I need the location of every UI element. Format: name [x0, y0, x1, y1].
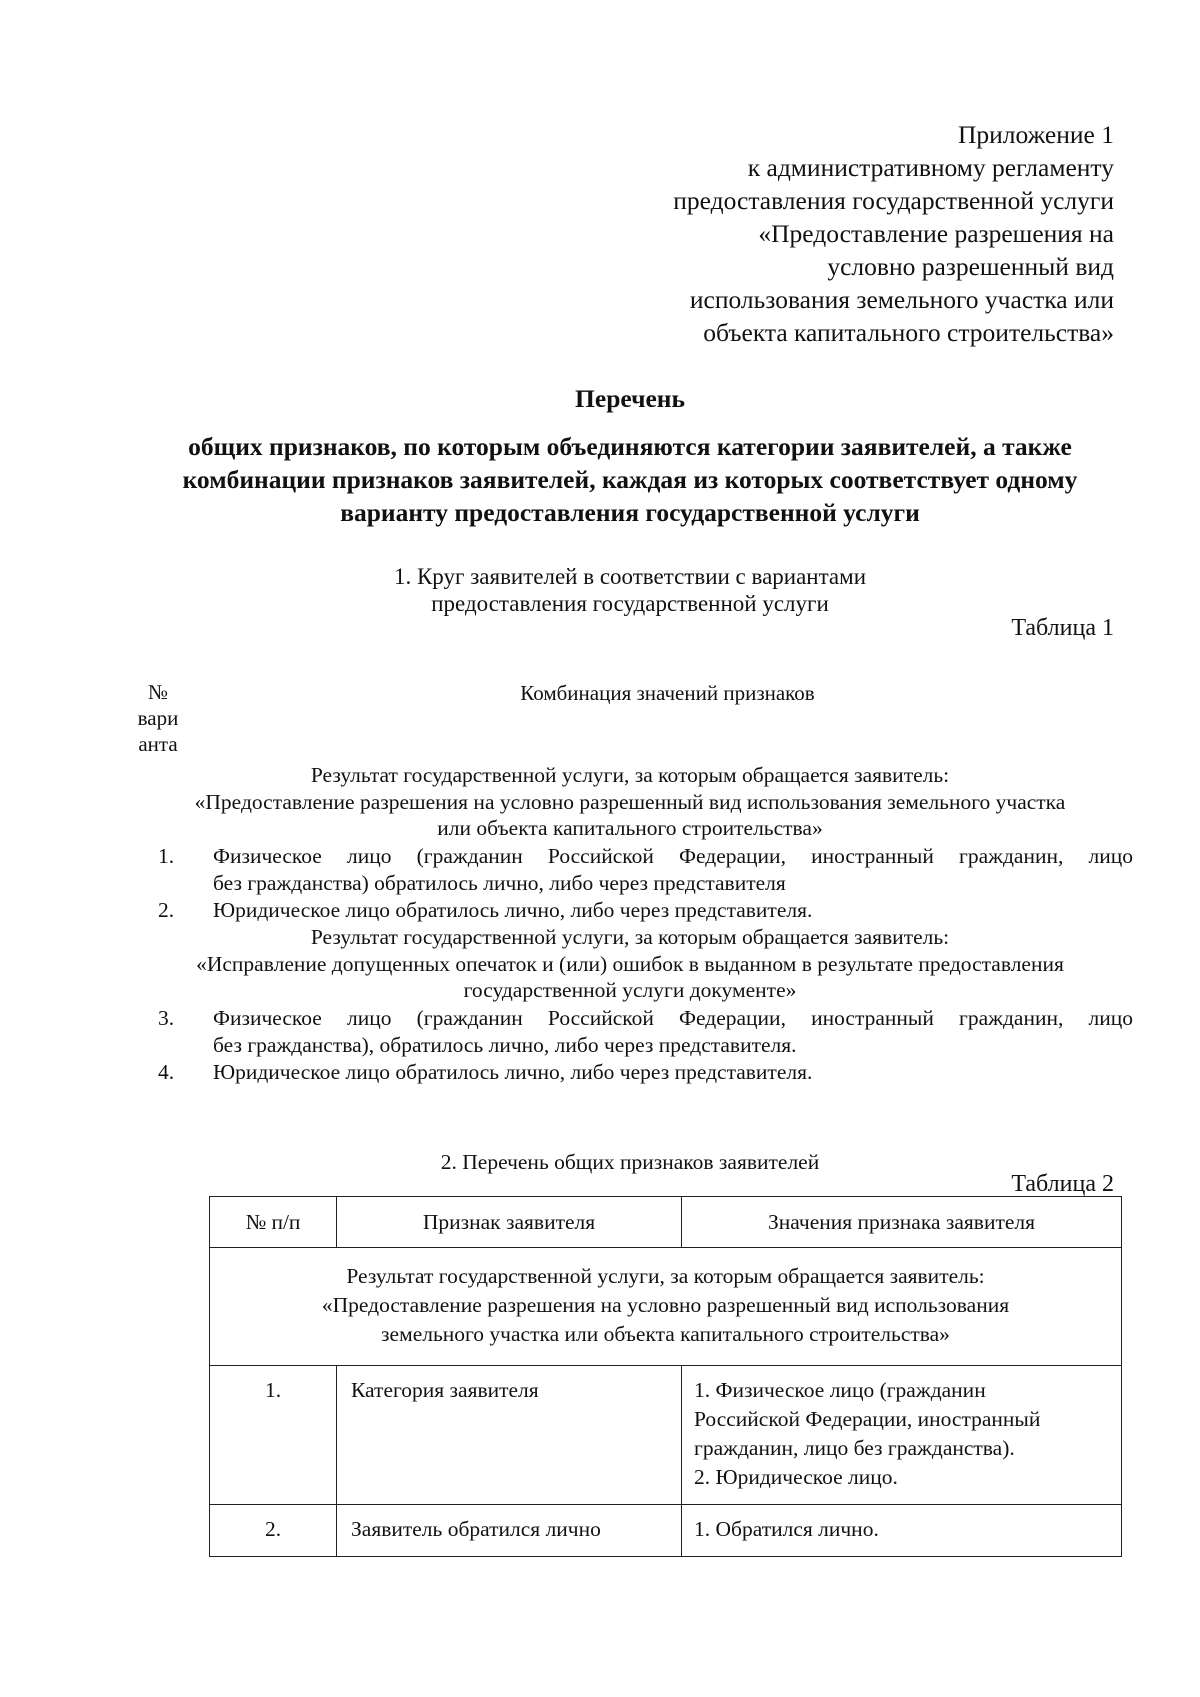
variant-text-line: Юридическое лицо обратилось лично, либо через представителя.	[213, 898, 813, 922]
result-line: государственной услуги документе»	[463, 978, 797, 1002]
variant-number: 4.	[157, 1060, 175, 1084]
section-1-line: 1. Круг заявителей в соответствии с вариантами	[393, 564, 867, 589]
result-line: или объекта капитального строительства»	[437, 816, 823, 840]
table-1-result-group	[128, 762, 1132, 842]
result-line: «Исправление допущенных опечаток и (или) ошибок в выданном в результате предоставления	[196, 951, 1064, 976]
appendix-line: «Предоставление разрешения на	[758, 219, 1114, 248]
value-line: 2. Юридическое лицо.	[694, 1465, 898, 1489]
variant-number: 1.	[157, 844, 175, 868]
value-line: гражданин, лицо без гражданства).	[694, 1436, 1015, 1460]
value-line: Российской Федерации, иностранный	[694, 1407, 1041, 1431]
document-subtitle	[128, 430, 1132, 529]
result-line: земельного участка или объекта капитального строительства»	[381, 1322, 950, 1346]
variant-header-line: анта	[138, 732, 178, 756]
variant-text-line: Физическое лицо (гражданин Российской Федерации, иностранный гражданин, лицо	[213, 844, 1133, 868]
section-1-heading	[0, 563, 1200, 617]
appendix-line: использования земельного участка или	[689, 285, 1114, 314]
result-line: «Предоставление разрешения на условно разрешенный вид использования земельного участка	[194, 789, 1066, 814]
variant-text-line: Физическое лицо (гражданин Российской Федерации, иностранный гражданин, лицо	[213, 1006, 1133, 1030]
table-row	[210, 1505, 1122, 1557]
subtitle-line: варианту предоставления государственной услуги	[340, 498, 920, 527]
table-2	[209, 1196, 1122, 1557]
result-line: Результат государственной услуги, за которым обращается заявитель:	[346, 1264, 985, 1288]
subtitle-line: общих признаков, по которым объединяются категории заявителей, а также	[188, 432, 1072, 461]
appendix-line: предоставления государственной услуги	[673, 186, 1114, 215]
value-line: 1. Физическое лицо (гражданин	[694, 1378, 986, 1402]
column-header-number: № п/п	[210, 1197, 337, 1248]
variant-number: 3.	[157, 1006, 175, 1030]
appendix-line: условно разрешенный вид	[827, 252, 1114, 281]
subtitle-line: комбинации признаков заявителей, каждая из которых соответствует одному	[182, 465, 1078, 494]
variant-number-header	[128, 679, 188, 757]
variant-text-line: Юридическое лицо обратилось лично, либо через представителя.	[213, 1060, 813, 1084]
table-1-result-group	[128, 924, 1132, 1004]
variant-text	[213, 897, 1133, 924]
appendix-line: Приложение 1	[958, 120, 1114, 149]
variant-header-line: №	[147, 680, 169, 704]
combination-header: Комбинация значений признаков	[520, 681, 815, 705]
appendix-line: к административному регламенту	[747, 153, 1114, 182]
variant-text	[213, 1005, 1133, 1059]
appendix-header	[554, 118, 1114, 349]
column-header-values: Значения признака заявителя	[682, 1197, 1122, 1248]
variant-number: 2.	[157, 898, 175, 922]
table-2-result-cell	[210, 1248, 1122, 1366]
result-line: «Предоставление разрешения на условно разрешенный вид использования	[321, 1293, 1010, 1317]
section-1-line: предоставления государственной услуги	[431, 591, 829, 616]
row-sign: Заявитель обратился лично	[337, 1505, 682, 1557]
table-1-caption: Таблица 1	[1011, 615, 1114, 641]
result-line: Результат государственной услуги, за которым обращается заявитель:	[310, 925, 950, 949]
table-2-caption: Таблица 2	[1011, 1171, 1114, 1197]
table-row	[210, 1366, 1122, 1505]
variant-text-line: без гражданства), обратилось лично, либо через представителя.	[213, 1033, 797, 1057]
appendix-line: объекта капитального строительства»	[703, 318, 1114, 347]
value-line: 1. Обратился лично.	[694, 1517, 879, 1541]
column-header-sign: Признак заявителя	[337, 1197, 682, 1248]
table-2-header-row	[210, 1197, 1122, 1248]
variant-header-line: вари	[137, 706, 179, 730]
row-number: 1.	[210, 1366, 337, 1505]
row-values	[682, 1366, 1122, 1505]
row-sign: Категория заявителя	[337, 1366, 682, 1505]
document-title: Перечень	[575, 384, 685, 413]
result-line: Результат государственной услуги, за которым обращается заявитель:	[310, 763, 950, 787]
row-number: 2.	[210, 1505, 337, 1557]
section-2-heading: 2. Перечень общих признаков заявителей	[440, 1150, 820, 1174]
table-2-result-row	[210, 1248, 1122, 1366]
variant-text-line: без гражданства) обратилось лично, либо через представителя	[213, 871, 786, 895]
row-values	[682, 1505, 1122, 1557]
variant-text	[213, 1059, 1133, 1086]
variant-text	[213, 843, 1133, 897]
